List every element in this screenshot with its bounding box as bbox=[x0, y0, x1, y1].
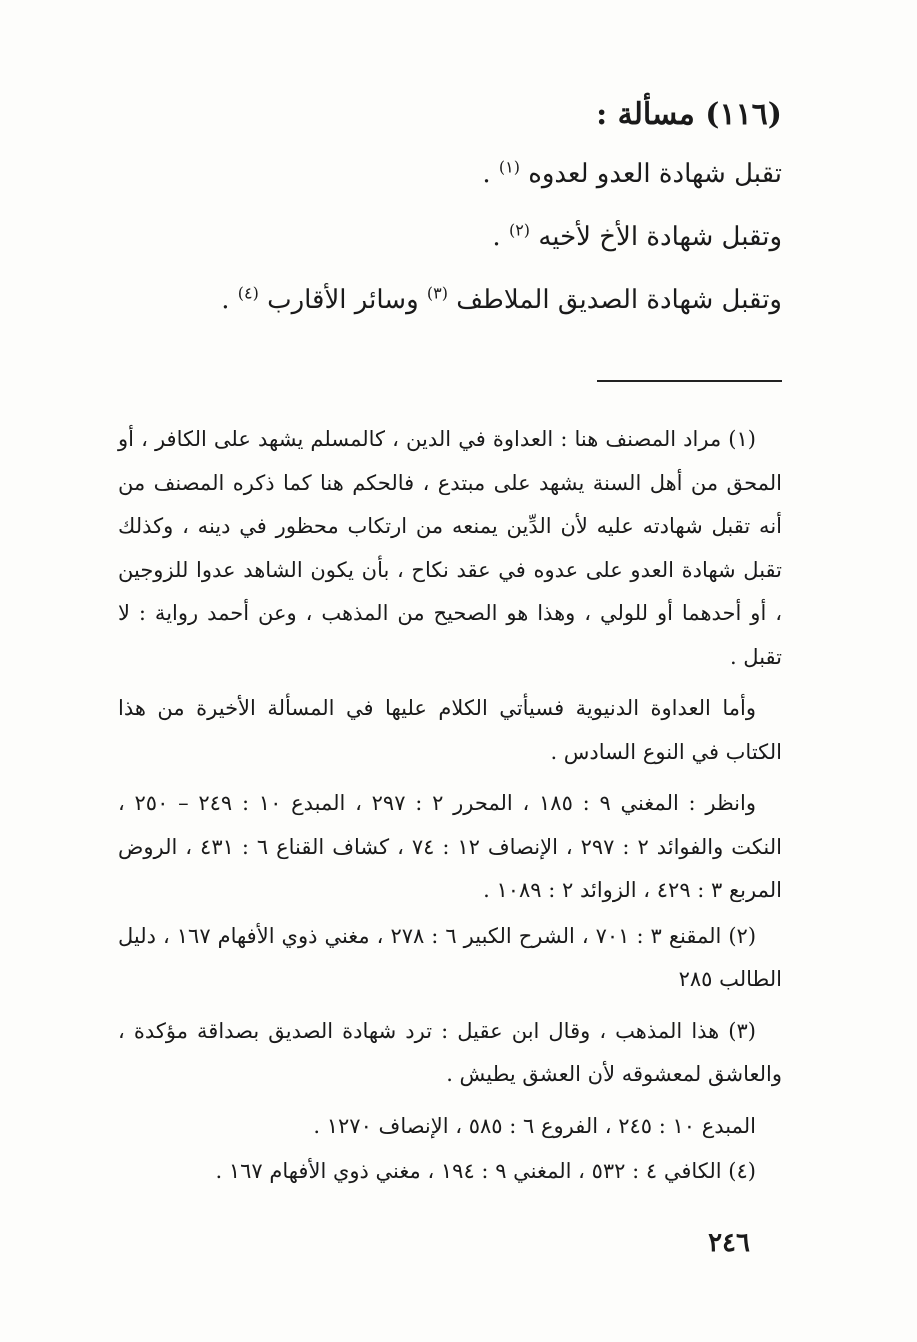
rule-line-2 bbox=[130, 217, 782, 257]
footnote-marker[interactable]: (٣) bbox=[426, 283, 448, 303]
rule-text: تقبل شهادة العدو لعدوه bbox=[528, 159, 782, 189]
footnote-1: (١) مراد المصنف هنا : العداوة في الدين ، كالمسلم يشهد على الكافر ، أو المحق من أهل السنة يشهد على مبتدع ، فالحكم هنا كما ذكره المصنف من أنه تقبل شهادته عليه لأن الدِّين يمنعه من ارتكاب محظور في دينه ، وكذلك تقبل شهادة العدو على عدوه في عقد نكاح ، بأن يكون الشاهد عدوا للزوجين ، أو أحدهما أو للولي ، وهذا هو الصحيح من المذهب ، وعن أحمد رواية : لا تقبل . bbox=[118, 427, 782, 669]
rule-line-1 bbox=[130, 154, 782, 194]
rule-end: . bbox=[221, 285, 238, 315]
footnote-3-references: المبدع ١٠ : ٢٤٥ ، الفروع ٦ : ٥٨٥ ، الإنصاف ١٢٧٠ . bbox=[313, 1113, 756, 1138]
footnote-marker[interactable]: (٢) bbox=[508, 220, 531, 240]
footnote-3: (٣) هذا المذهب ، وقال ابن عقيل : ترد شهادة الصديق بصداقة مؤكدة ، والعاشق لمعشوقه لأن العشق يطيش . bbox=[118, 1018, 782, 1086]
page-number: ٢٤٦ bbox=[708, 1228, 750, 1258]
rule-end: . bbox=[482, 159, 499, 189]
footnote-separator bbox=[597, 380, 782, 382]
footnote-1-references: وانظر : المغني ٩ : ١٨٥ ، المحرر ٢ : ٢٩٧ ، المبدع ١٠ : ٢٤٩ – ٢٥٠ ، النكت والفوائد ٢ : ٢٩٧ ، الإنصاف ١٢ : ٧٤ ، كشاف القناع ٦ : ٤٣١ ، الروض المربع ٣ : ٤٢٩ ، الزوائد ٢ : ١٠٨٩ . bbox=[118, 791, 783, 902]
main-text bbox=[130, 92, 782, 343]
rule-end: . bbox=[492, 222, 509, 252]
footnote-2: (٢) المقنع ٣ : ٧٠١ ، الشرح الكبير ٦ : ٢٧٨ ، مغني ذوي الأفهام ١٦٧ ، دليل الطالب ٢٨٥ bbox=[118, 923, 782, 991]
rule-text: وتقبل شهادة الصديق الملاطف bbox=[456, 285, 782, 315]
rule-text: وتقبل شهادة الأخ لأخيه bbox=[538, 222, 782, 252]
rule-line-3 bbox=[130, 280, 782, 320]
footnote-1-continued: وأما العداوة الدنيوية فسيأتي الكلام عليها في المسألة الأخيرة من هذا الكتاب في النوع السادس . bbox=[118, 696, 782, 764]
rule-text-continued: وسائر الأقارب bbox=[267, 285, 427, 315]
issue-heading: (١١٦) مسألة : bbox=[596, 97, 782, 132]
footnote-marker[interactable]: (١) bbox=[498, 157, 520, 177]
footnote-marker[interactable]: (٤) bbox=[237, 283, 259, 303]
footnote-4: (٤) الكافي ٤ : ٥٣٢ ، المغني ٩ : ١٩٤ ، مغني ذوي الأفهام ١٦٧ . bbox=[215, 1159, 756, 1183]
footnotes-section bbox=[118, 418, 782, 1202]
